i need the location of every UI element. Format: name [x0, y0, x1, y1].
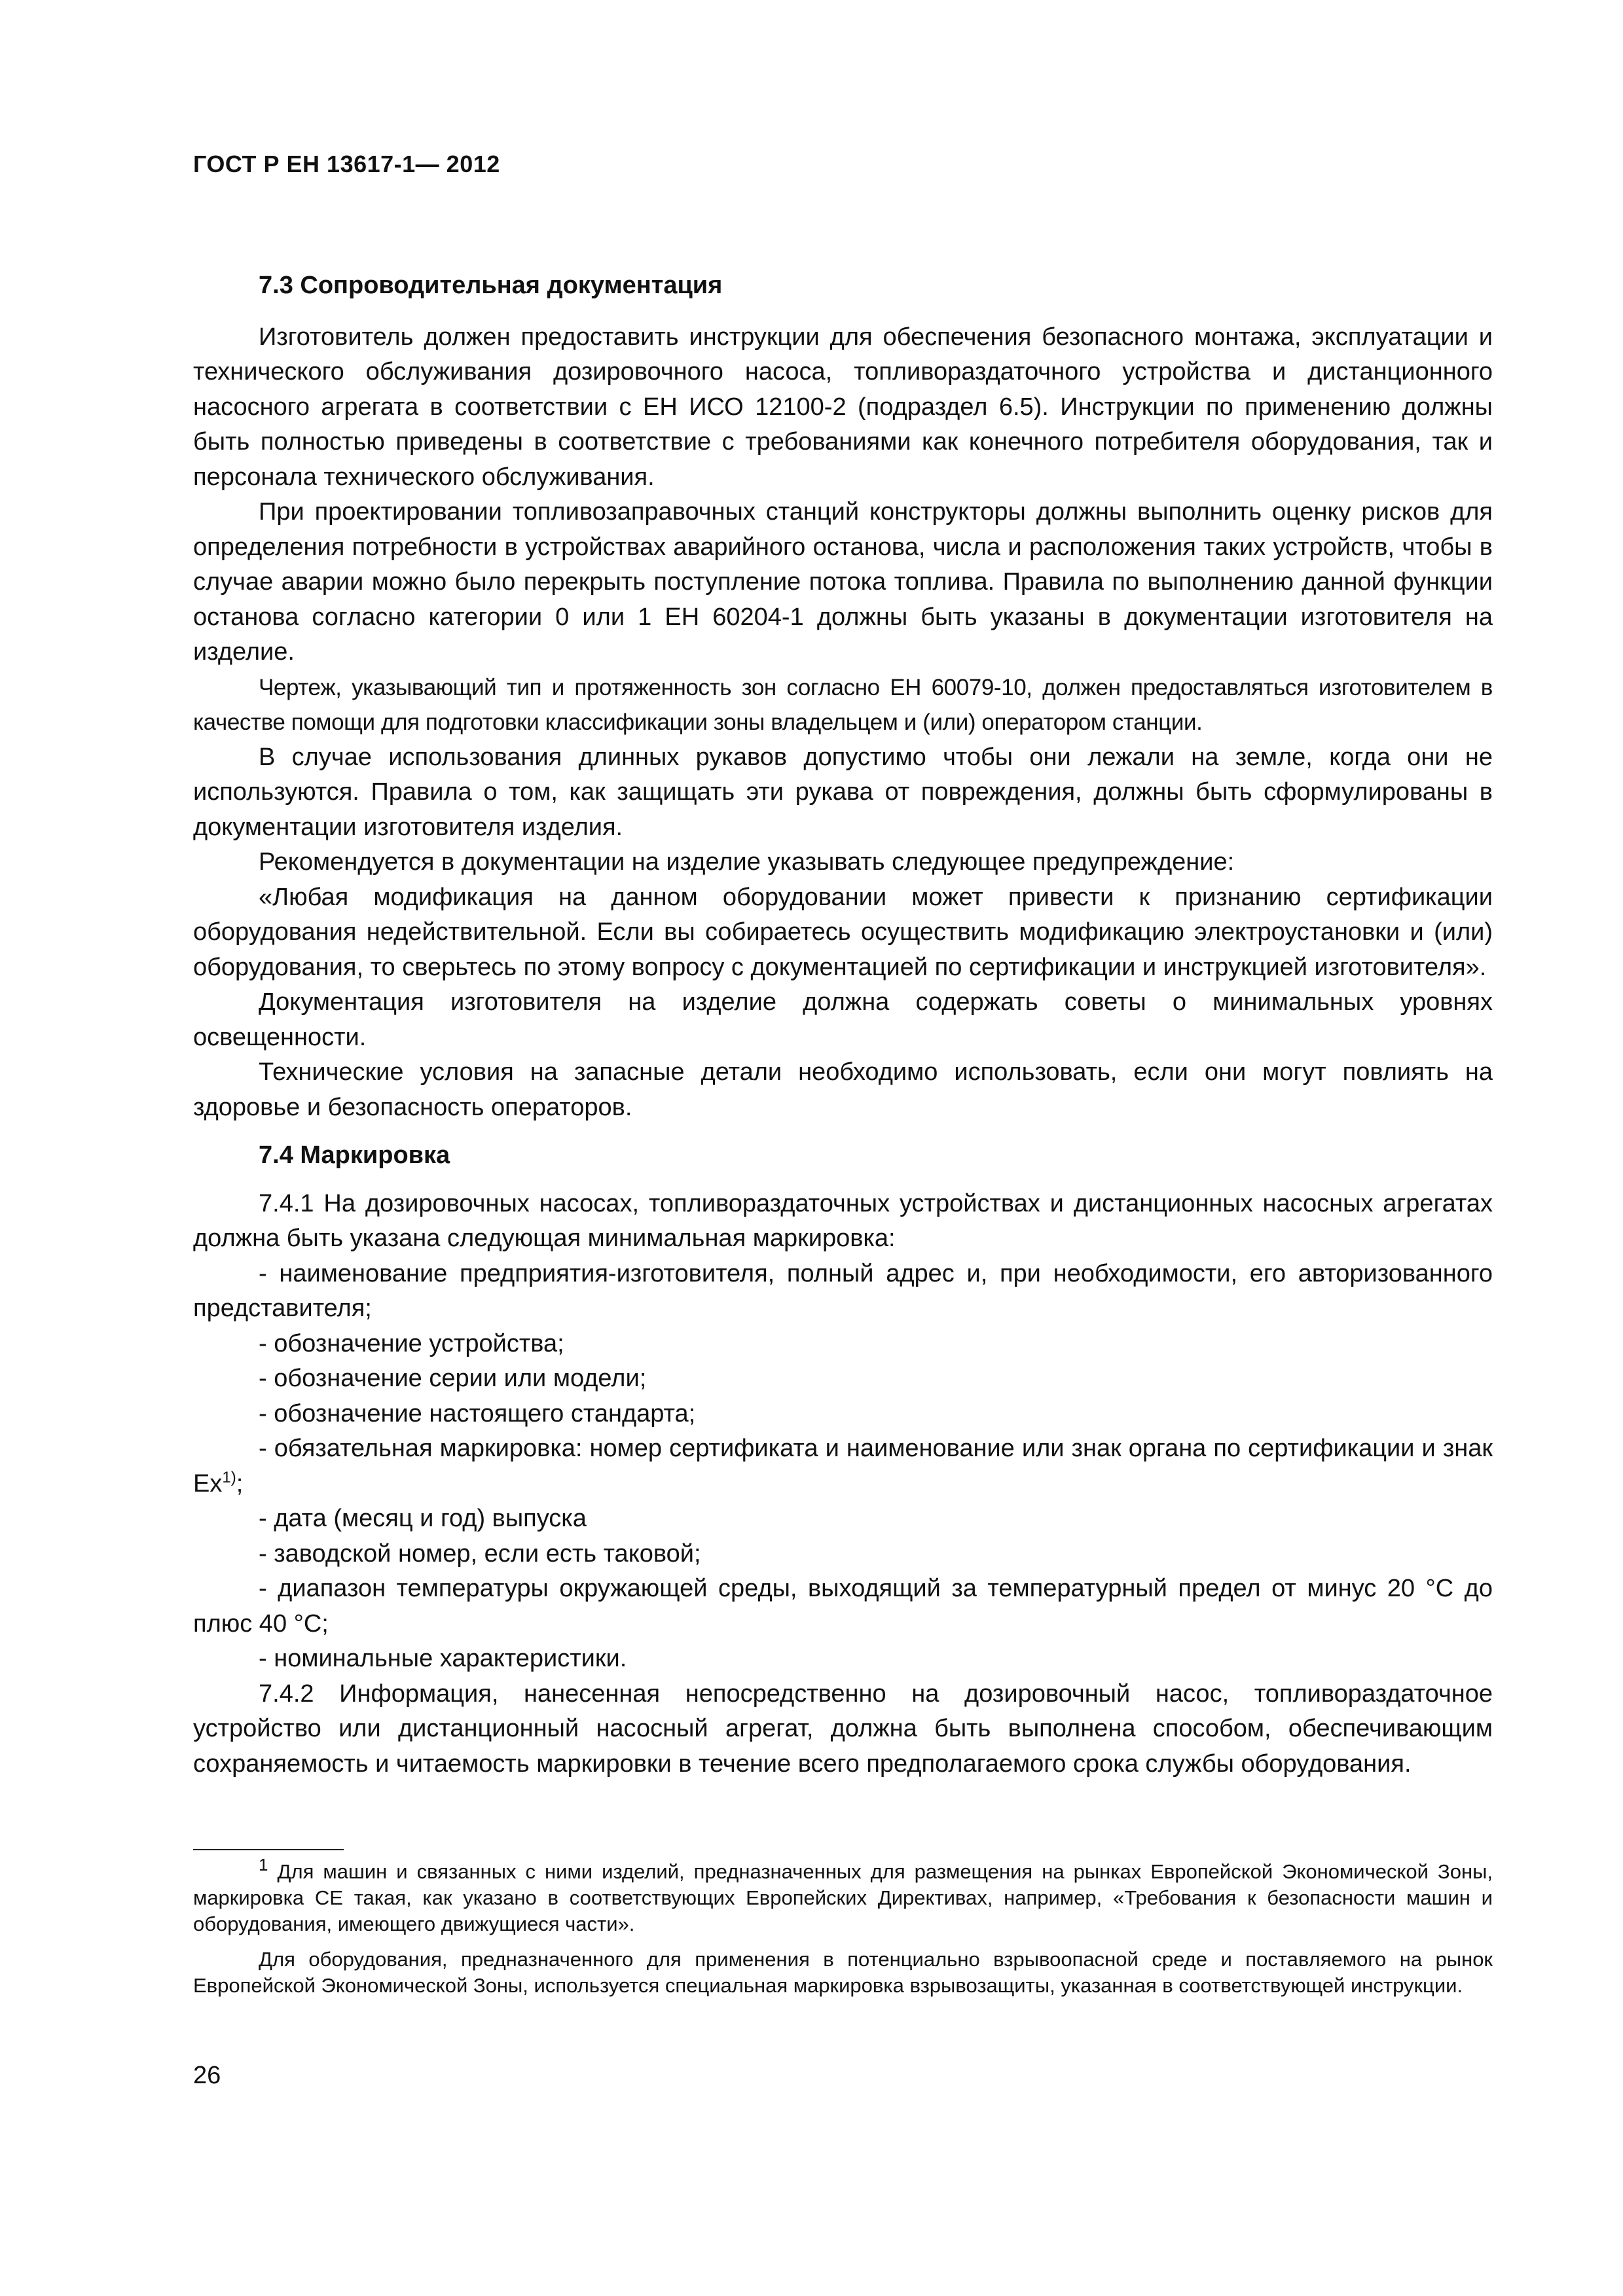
paragraph: В случае использования длинных рукавов допустимо чтобы они лежали на земле, когда они не используются. Правила о том, как защищать эти рукава от повреждения, должны быть сформулированы в документации изготовителя изделия.: [193, 743, 1493, 841]
paragraph-7-4-1: 7.4.1 На дозировочных насосах, топливораздаточных устройствах и дистанционных насосных агрегатах должна быть указана следующая минимальная маркировка:: [193, 1189, 1493, 1252]
paragraph: Изготовитель должен предоставить инструкции для обеспечения безопасного монтажа, эксплуатации и технического обслуживания дозировочного насоса, топливораздаточного устройства и дистанционного насосного агрегата в соответствии с ЕН ИСО 12100-2 (подраздел 6.5). Инструкции по применению должны быть полностью приведены в соответствие с требованиями как конечного потребителя оборудования, так и персонала технического обслуживания.: [193, 323, 1493, 491]
list-item-tail: ;: [236, 1469, 244, 1498]
list-item: - обозначение серии или модели;: [259, 1365, 647, 1392]
footnotes: [193, 1855, 1493, 1999]
page-number: 26: [193, 2062, 221, 2089]
list-item: - заводской номер, если есть таковой;: [259, 1539, 701, 1568]
section-heading-7-3: 7.3 Сопроводительная документация: [259, 272, 723, 299]
paragraph: Чертеж, указывающий тип и протяженность зон согласно ЕН 60079-10, должен предоставляться изготовителем в качестве помощи для подготовки классификации зоны владельцем и (или) оператором станции.: [193, 674, 1493, 735]
document-header: ГОСТ Р ЕН 13617-1— 2012: [193, 151, 500, 177]
paragraph: Рекомендуется в документации на изделие указывать следующее предупреждение:: [259, 848, 1235, 876]
footnote-mark: 1: [259, 1855, 268, 1874]
list-item: - диапазон температуры окружающей среды, выходящий за температурный предел от минус 20 °C до плюс 40 °C;: [193, 1575, 1493, 1638]
paragraph-7-4-2: 7.4.2 Информация, нанесенная непосредственно на дозировочный насос, топливораздаточное устройство или дистанционный насосный агрегат, должна быть выполнена способом, обеспечивающим сохраняемость и читаемость маркировки в течение всего предполагаемого срока службы оборудования.: [193, 1679, 1493, 1778]
footnote-reference: 1): [222, 1468, 236, 1486]
footnote-divider: [193, 1849, 344, 1850]
paragraph: Технические условия на запасные детали необходимо использовать, если они могут повлиять на здоровье и безопасность операторов.: [193, 1058, 1493, 1121]
paragraph: Документация изготовителя на изделие должна содержать советы о минимальных уровнях освещенности.: [193, 988, 1493, 1051]
footnote-text: Для машин и связанных с ними изделий, предназначенных для размещения на рынках Европейской Экономической Зоны, маркировка CE такая, как указано в соответствующих Европейских Директивах, например, «Требования к безопасности машин и оборудования, имеющего движущиеся части».: [193, 1860, 1493, 1935]
section-heading-7-4: 7.4 Маркировка: [259, 1141, 450, 1169]
main-content: [193, 268, 1493, 1782]
list-item: - обозначение настоящего стандарта;: [259, 1399, 696, 1427]
list-item: - номинальные характеристики.: [259, 1645, 627, 1672]
list-item: - наименование предприятия-изготовителя, полный адрес и, при необходимости, его авторизованного представителя;: [193, 1259, 1493, 1322]
list-item: - обозначение устройства;: [259, 1329, 564, 1357]
list-item: [193, 1431, 1493, 1501]
list-item-text: - обязательная маркировка: номер сертификата и наименование или знак органа по сертификации и знак Ex: [193, 1435, 1493, 1498]
paragraph: При проектировании топливозаправочных станций конструкторы должны выполнить оценку рисков для определения потребности в устройствах аварийного останова, числа и расположения таких устройств, чтобы в случае аварии можно было перекрыть поступление потока топлива. Правила по выполнению данной функции останова согласно категории 0 или 1 ЕН 60204-1 должны быть указаны в документации изготовителя на изделие.: [193, 498, 1493, 666]
warning-quote: «Любая модификация на данном оборудовании может привести к признанию сертификации оборудования недействительной. Если вы собираетесь осуществить модификацию электроустановки и (или) оборудования, то сверьтесь по этому вопросу с документацией по сертификации и инструкцией изготовителя».: [193, 883, 1493, 981]
list-item: - дата (месяц и год) выпуска: [259, 1505, 587, 1532]
footnote-1-continued: Для оборудования, предназначенного для применения в потенциально взрывоопасной среде и поставляемого на рынок Европейской Экономической Зоны, используется специальная маркировка взрывозащиты, указанная в соответствующей инструкции.: [193, 1948, 1493, 1997]
footnote-1: [193, 1855, 1493, 1937]
